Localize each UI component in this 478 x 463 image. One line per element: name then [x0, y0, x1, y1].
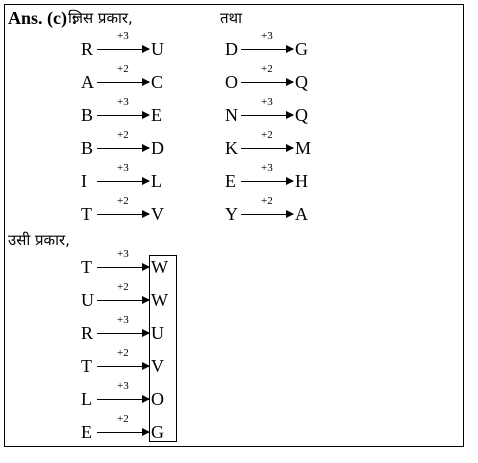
arrow-right-icon — [97, 148, 149, 149]
tatha-text: तथा — [220, 9, 243, 27]
arrow-right-icon — [241, 82, 293, 83]
target-letter: H — [295, 171, 308, 191]
source-letter: U — [81, 290, 94, 310]
target-letter: L — [151, 171, 162, 191]
shift-label: +2 — [117, 281, 129, 293]
shift-label: +2 — [117, 63, 129, 75]
answer-word-box — [149, 255, 177, 442]
arrow-right-icon — [241, 181, 293, 182]
shift-label: +3 — [117, 162, 129, 174]
mapping-row — [81, 96, 173, 126]
source-letter: B — [81, 105, 94, 125]
shift-label: +3 — [117, 30, 129, 42]
shift-label: +3 — [117, 248, 129, 260]
shift-label: +2 — [117, 195, 129, 207]
source-letter: O — [225, 72, 238, 92]
arrow-right-icon — [97, 115, 149, 116]
target-letter: V — [151, 204, 164, 224]
shift-label: +2 — [261, 63, 273, 75]
arrow-right-icon — [97, 300, 149, 301]
mapping-row — [81, 195, 173, 225]
shift-label: +3 — [117, 314, 129, 326]
shift-label: +3 — [261, 30, 273, 42]
target-letter: W — [151, 290, 168, 310]
arrow-right-icon — [97, 366, 149, 367]
target-letter: V — [151, 356, 164, 376]
arrow-right-icon — [241, 115, 293, 116]
shift-label: +3 — [117, 96, 129, 108]
source-letter: A — [81, 72, 94, 92]
intro-text: जिस प्रकार, — [68, 9, 133, 27]
target-letter: D — [151, 138, 164, 158]
shift-label: +2 — [117, 347, 129, 359]
mapping-row — [81, 30, 173, 60]
target-letter: E — [151, 105, 162, 125]
shift-label: +3 — [261, 162, 273, 174]
mapping-row — [225, 162, 317, 192]
target-letter: W — [151, 257, 168, 277]
target-letter: A — [295, 204, 308, 224]
mapping-row — [81, 129, 173, 159]
usi-prakar-text: उसी प्रकार, — [8, 231, 70, 249]
source-letter: B — [81, 138, 94, 158]
target-letter: G — [295, 39, 308, 59]
target-letter: G — [151, 422, 164, 442]
source-letter: E — [225, 171, 236, 191]
arrow-right-icon — [97, 333, 149, 334]
source-letter: R — [81, 323, 94, 343]
shift-label: +3 — [117, 380, 129, 392]
answer-label: Ans. (c) : — [8, 8, 78, 28]
arrow-right-icon — [97, 432, 149, 433]
target-letter: Q — [295, 72, 308, 92]
mapping-row — [225, 195, 317, 225]
target-letter: M — [295, 138, 312, 158]
shift-label: +2 — [117, 413, 129, 425]
shift-label: +2 — [117, 129, 129, 141]
mapping-row — [225, 129, 317, 159]
arrow-right-icon — [97, 82, 149, 83]
arrow-right-icon — [97, 49, 149, 50]
arrow-right-icon — [241, 214, 293, 215]
arrow-right-icon — [241, 49, 293, 50]
target-letter: U — [151, 39, 164, 59]
mapping-row — [81, 162, 173, 192]
mapping-row — [225, 30, 317, 60]
arrow-right-icon — [97, 399, 149, 400]
arrow-right-icon — [97, 181, 149, 182]
arrow-right-icon — [241, 148, 293, 149]
source-letter: N — [225, 105, 238, 125]
source-letter: T — [81, 204, 92, 224]
source-letter: R — [81, 39, 94, 59]
arrow-right-icon — [97, 214, 149, 215]
source-letter: I — [81, 171, 87, 191]
source-letter: Y — [225, 204, 238, 224]
mapping-row — [225, 63, 317, 93]
source-letter: T — [81, 257, 92, 277]
source-letter: T — [81, 356, 92, 376]
source-letter: K — [225, 138, 238, 158]
source-letter: E — [81, 422, 92, 442]
target-letter: U — [151, 323, 164, 343]
target-letter: O — [151, 389, 164, 409]
arrow-right-icon — [97, 267, 149, 268]
target-letter: C — [151, 72, 164, 92]
mapping-row — [81, 63, 173, 93]
shift-label: +2 — [261, 195, 273, 207]
shift-label: +3 — [261, 96, 273, 108]
target-letter: Q — [295, 105, 308, 125]
mapping-row — [225, 96, 317, 126]
shift-label: +2 — [261, 129, 273, 141]
source-letter: L — [81, 389, 92, 409]
source-letter: D — [225, 39, 238, 59]
